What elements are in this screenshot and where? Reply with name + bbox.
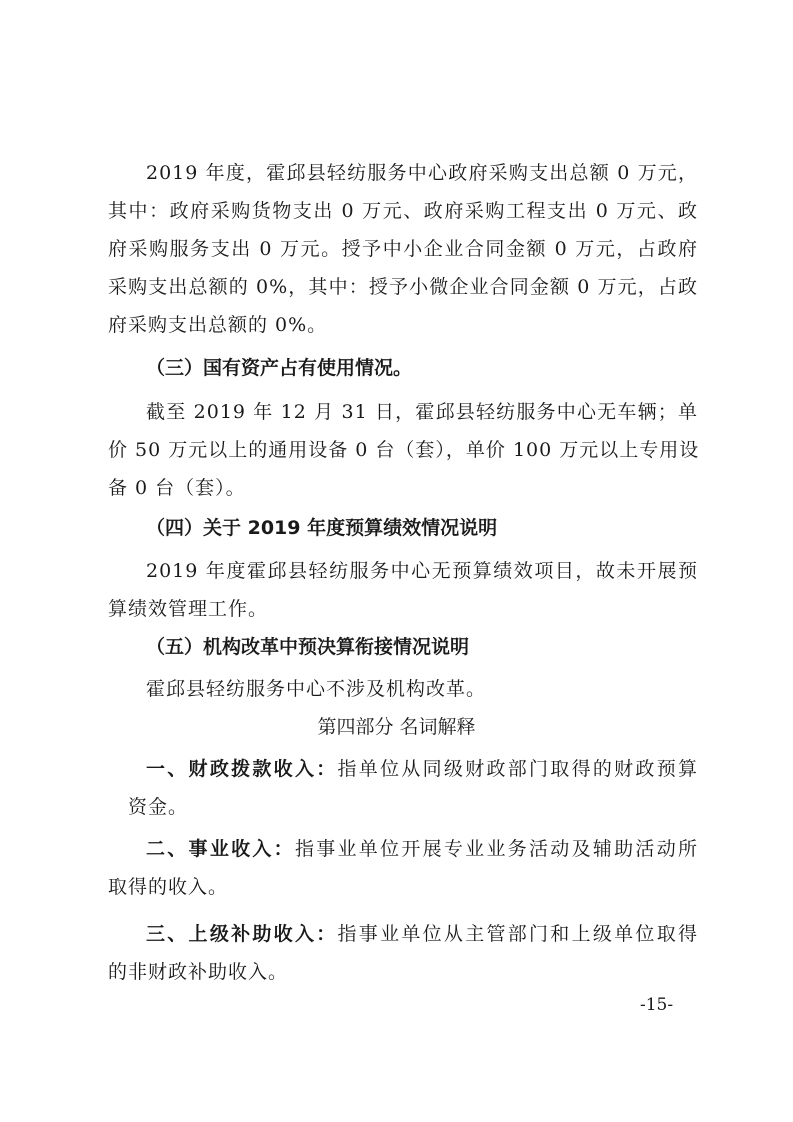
assets-line-3: 备 0 台（套）。 (108, 477, 246, 499)
term-2-definition: 指事业单位开展专业业务活动及辅助活动所 (294, 838, 698, 860)
assets-line-2: 价 50 万元以上的通用设备 0 台（套），单价 100 万元以上专用设 (108, 439, 700, 461)
term-2-line-2: 取得的收入。 (108, 876, 229, 898)
term-1-definition: 指单位从同级财政部门取得的财政预算 (337, 758, 698, 780)
assets-line-1: 截至 2019 年 12 月 31 日，霍邱县轻纺服务中心无车辆；单 (146, 401, 698, 423)
term-3-name: 三、上级补助收入： (146, 923, 338, 945)
term-3-line-1 (146, 915, 698, 953)
term-2-line-1 (146, 830, 698, 868)
procurement-line-3: 府采购服务支出 0 万元。授予中小企业合同金额 0 万元，占政府 (108, 238, 698, 260)
section-3-heading: （三）国有资产占有使用情况。 (146, 357, 413, 379)
procurement-line-5: 府采购支出总额的 0%。 (108, 314, 328, 336)
term-1-line-2: 资金。 (128, 796, 189, 818)
term-3-line-2: 的非财政补助收入。 (108, 961, 289, 983)
performance-line-2: 算绩效管理工作。 (108, 598, 269, 620)
procurement-line-2: 其中：政府采购货物支出 0 万元、政府采购工程支出 0 万元、政 (108, 200, 698, 222)
reform-line-1: 霍邱县轻纺服务中心不涉及机构改革。 (146, 678, 487, 700)
procurement-line-4: 采购支出总额的 0%，其中：授予小微企业合同金额 0 万元，占政 (108, 276, 698, 298)
term-3-definition: 指事业单位从主管部门和上级单位取得 (337, 923, 698, 945)
page-number: -15- (640, 995, 674, 1015)
term-1-name: 一、财政拨款收入： (146, 758, 338, 780)
part-4-title: 第四部分 名词解释 (317, 716, 476, 738)
term-1-line-1 (146, 750, 698, 788)
section-4-heading: （四）关于 2019 年度预算绩效情况说明 (146, 517, 498, 539)
section-5-heading: （五）机构改革中预决算衔接情况说明 (146, 636, 470, 658)
procurement-line-1: 2019 年度，霍邱县轻纺服务中心政府采购支出总额 0 万元， (146, 162, 698, 184)
term-2-name: 二、事业收入： (146, 838, 295, 860)
performance-line-1: 2019 年度霍邱县轻纺服务中心无预算绩效项目，故未开展预 (146, 560, 698, 582)
